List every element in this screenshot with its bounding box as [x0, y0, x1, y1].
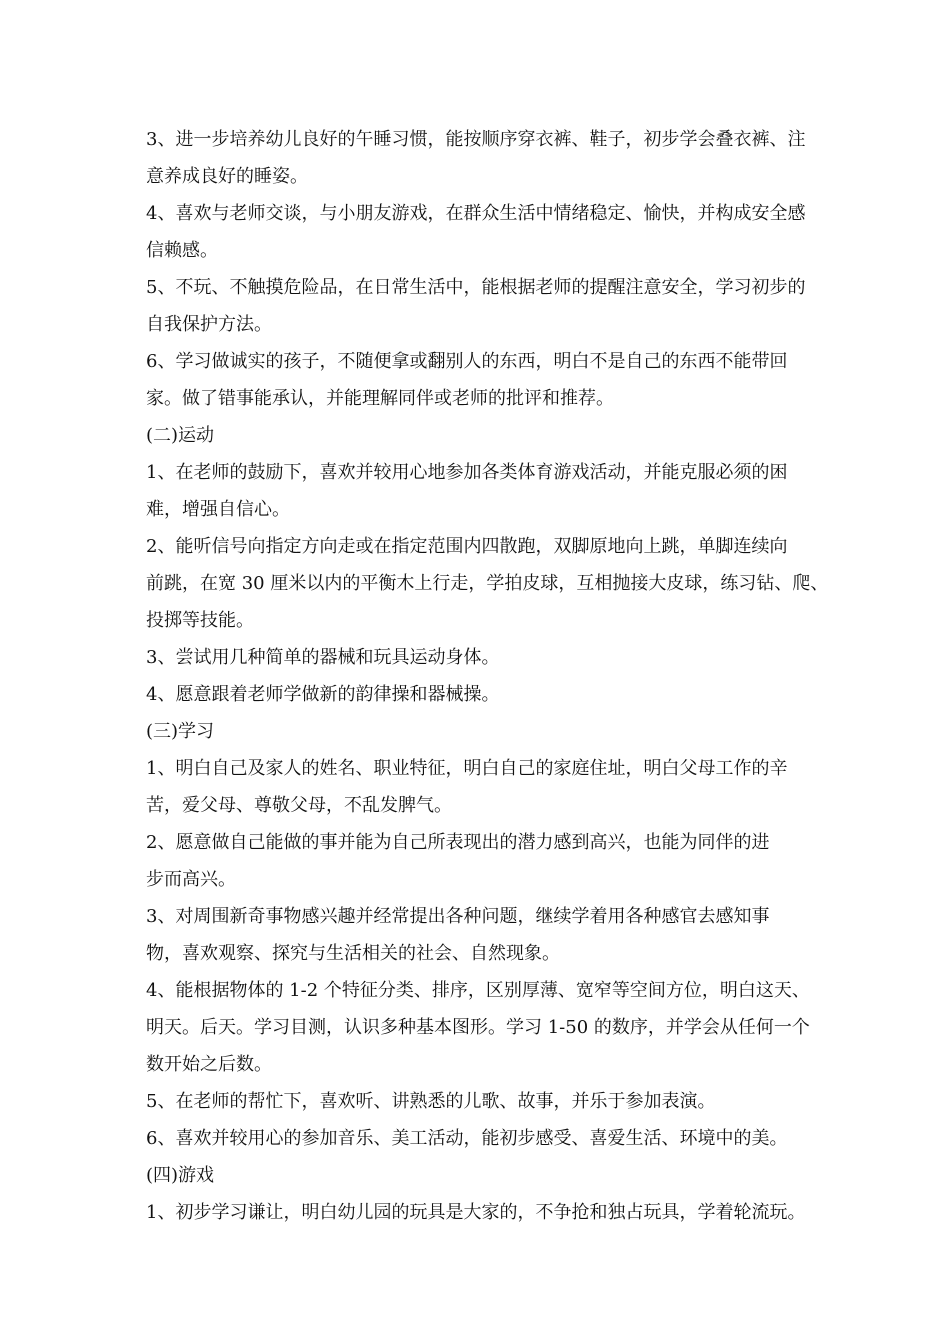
- text-line: 物，喜欢观察、探究与生活相关的社会、自然现象。: [146, 943, 560, 964]
- list-item-stories: 5、在老师的帮忙下，喜欢听、讲熟悉的儿歌、故事，并乐于参加表演。: [146, 1091, 716, 1112]
- text-line: 数开始之后数。: [146, 1054, 272, 1075]
- list-item-family: [146, 750, 814, 824]
- text-line: 信赖感。: [146, 240, 218, 261]
- text-line: 自我保护方法。: [146, 314, 272, 335]
- list-item-safety: [146, 269, 814, 343]
- document-body: [146, 121, 829, 1231]
- list-item-sharing: 1、初步学习谦让，明白幼儿园的玩具是大家的，不争抢和独占玩具，学着轮流玩。: [146, 1202, 806, 1223]
- text-line: 步而高兴。: [146, 869, 236, 890]
- text-line: 难，增强自信心。: [146, 499, 290, 520]
- list-item-curiosity: [146, 898, 814, 972]
- section-heading-learning: (三)学习: [146, 721, 215, 742]
- list-item-self-ability: [146, 824, 814, 898]
- list-item-equipment: 3、尝试用几种简单的器械和玩具运动身体。: [146, 647, 500, 668]
- text-line: 4、喜欢与老师交谈，与小朋友游戏，在群众生活中情绪稳定、愉快，并构成安全感: [146, 203, 806, 224]
- list-item-honesty: [146, 343, 814, 417]
- text-line: 投掷等技能。: [146, 610, 254, 631]
- text-line: 苦，爱父母、尊敬父母，不乱发脾气。: [146, 795, 452, 816]
- text-line: 3、进一步培养幼儿良好的午睡习惯，能按顺序穿衣裤、鞋子，初步学会叠衣裤、注: [146, 129, 806, 150]
- text-line: 2、愿意做自己能做的事并能为自己所表现出的潜力感到高兴，也能为同伴的进: [146, 832, 770, 853]
- section-heading-sports: (二)运动: [146, 425, 215, 446]
- list-item-communication: [146, 195, 814, 269]
- list-item-rhythm-exercise: 4、愿意跟着老师学做新的韵律操和器械操。: [146, 684, 500, 705]
- text-line: 意养成良好的睡姿。: [146, 166, 308, 187]
- text-line: 5、不玩、不触摸危险品，在日常生活中，能根据老师的提醒注意安全，学习初步的: [146, 277, 806, 298]
- text-line: 前跳，在宽 30 厘米以内的平衡木上行走，学拍皮球，互相抛接大皮球，练习钻、爬、: [146, 573, 829, 594]
- list-item-classification: [146, 972, 814, 1083]
- text-line: 明天。后天。学习目测，认识多种基本图形。学习 1-50 的数序，并学会从任何一个: [146, 1017, 810, 1038]
- text-line: 家。做了错事能承认，并能理解同伴或老师的批评和推荐。: [146, 388, 614, 409]
- list-item-movement-skills: [146, 528, 829, 639]
- text-line: 6、学习做诚实的孩子，不随便拿或翻别人的东西，明白不是自己的东西不能带回: [146, 351, 788, 372]
- text-line: 4、能根据物体的 1-2 个特征分类、排序，区别厚薄、宽窄等空间方位，明白这天、: [146, 980, 810, 1001]
- text-line: 2、能听信号向指定方向走或在指定范围内四散跑，双脚原地向上跳，单脚连续向: [146, 536, 788, 557]
- list-item-arts: 6、喜欢并较用心的参加音乐、美工活动，能初步感受、喜爱生活、环境中的美。: [146, 1128, 788, 1149]
- text-line: 1、在老师的鼓励下，喜欢并较用心地参加各类体育游戏活动，并能克服必须的困: [146, 462, 788, 483]
- list-item-sleep-habits: [146, 121, 814, 195]
- list-item-sports-encouragement: [146, 454, 814, 528]
- section-heading-games: (四)游戏: [146, 1165, 215, 1186]
- text-line: 1、明白自己及家人的姓名、职业特征，明白自己的家庭住址，明白父母工作的辛: [146, 758, 788, 779]
- text-line: 3、对周围新奇事物感兴趣并经常提出各种问题，继续学着用各种感官去感知事: [146, 906, 770, 927]
